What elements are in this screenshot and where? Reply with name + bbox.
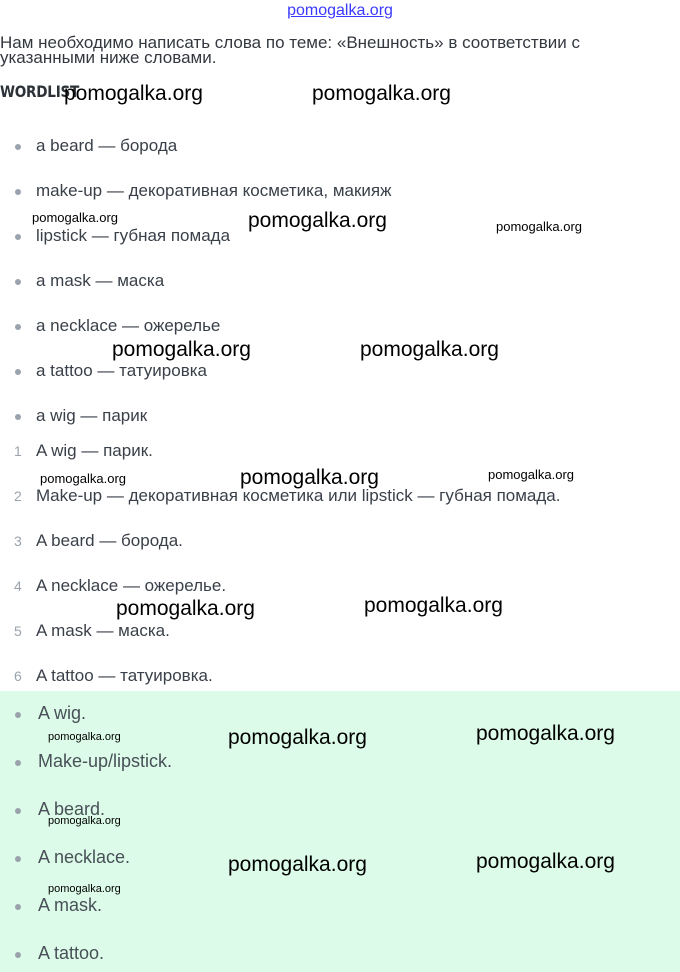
bullet-dot bbox=[15, 952, 21, 958]
bullet-dot bbox=[15, 144, 21, 150]
watermark: pomogalka.org bbox=[228, 726, 367, 749]
bullet-dot bbox=[15, 856, 21, 862]
numbered-item: Make-up — декоративная косметика или lipstick — губная помада. bbox=[36, 486, 561, 505]
wordlist-item: make-up — декоративная косметика, макияж bbox=[36, 181, 392, 200]
watermark: pomogalka.org bbox=[48, 815, 121, 827]
item-number: 3 bbox=[14, 533, 22, 549]
task-intro: Нам необходимо написать слова по теме: «Внешность» в соответствии с bbox=[0, 33, 580, 52]
wordlist-item: lipstick — губная помада bbox=[36, 226, 231, 245]
answer-item: Make-up/lipstick. bbox=[38, 751, 173, 771]
wordlist-item: a mask — маска bbox=[36, 271, 165, 290]
item-number: 4 bbox=[14, 578, 22, 594]
watermark: pomogalka.org bbox=[312, 82, 451, 105]
answer-item: A tattoo. bbox=[38, 943, 105, 963]
watermark: pomogalka.org bbox=[360, 338, 499, 361]
watermark: pomogalka.org bbox=[116, 597, 255, 620]
answer-item: A mask. bbox=[38, 895, 103, 915]
watermark: pomogalka.org bbox=[364, 594, 503, 617]
numbered-item: A wig — парик. bbox=[36, 441, 153, 460]
watermark: pomogalka.org bbox=[240, 466, 379, 489]
watermark: pomogalka.org bbox=[248, 209, 387, 232]
numbered-item: A tattoo — татуировка. bbox=[36, 666, 213, 685]
item-number: 2 bbox=[14, 488, 22, 504]
numbered-item: A mask — маска. bbox=[36, 621, 170, 640]
answer-item: A beard. bbox=[38, 799, 106, 819]
bullet-dot bbox=[15, 712, 21, 718]
item-number: 1 bbox=[14, 443, 22, 459]
watermark: pomogalka.org bbox=[40, 471, 126, 486]
watermark: pomogalka.org bbox=[476, 850, 615, 873]
watermark: pomogalka.org bbox=[48, 731, 121, 743]
bullet-dot bbox=[15, 189, 21, 195]
bullet-dot bbox=[15, 808, 21, 814]
wordlist-item: a necklace — ожерелье bbox=[36, 316, 221, 335]
item-number: 5 bbox=[14, 623, 22, 639]
task-intro-cut bbox=[0, 48, 217, 72]
answer-item: A wig. bbox=[38, 703, 87, 723]
task-intro-cut-text: указанными ниже словами. bbox=[0, 48, 217, 67]
wordlist-heading: WORDLIST bbox=[0, 82, 80, 101]
answer-item: A necklace. bbox=[38, 847, 131, 867]
wordlist-item: a wig — парик bbox=[36, 406, 148, 425]
wordlist-item: a beard — борода bbox=[36, 136, 178, 155]
bullet-dot bbox=[15, 369, 21, 375]
item-number: 6 bbox=[14, 668, 22, 684]
watermark: pomogalka.org bbox=[48, 883, 121, 895]
watermark: pomogalka.org bbox=[488, 467, 574, 482]
watermark: pomogalka.org bbox=[476, 722, 615, 745]
watermark: pomogalka.org bbox=[228, 853, 367, 876]
watermark: pomogalka.org bbox=[32, 210, 118, 225]
numbered-item: A necklace — ожерелье. bbox=[36, 576, 227, 595]
numbered-item: A beard — борода. bbox=[36, 531, 183, 550]
bullet-dot bbox=[15, 324, 21, 330]
bullet-dot bbox=[15, 414, 21, 420]
bullet-dot bbox=[15, 279, 21, 285]
site-link[interactable]: pomogalka.org bbox=[287, 2, 393, 19]
watermark: pomogalka.org bbox=[496, 219, 582, 234]
wordlist-item: a tattoo — татуировка bbox=[36, 361, 208, 380]
bullet-dot bbox=[15, 234, 21, 240]
bullet-dot bbox=[15, 904, 21, 910]
bullet-dot bbox=[15, 760, 21, 766]
watermark: pomogalka.org bbox=[64, 82, 203, 105]
watermark: pomogalka.org bbox=[112, 338, 251, 361]
